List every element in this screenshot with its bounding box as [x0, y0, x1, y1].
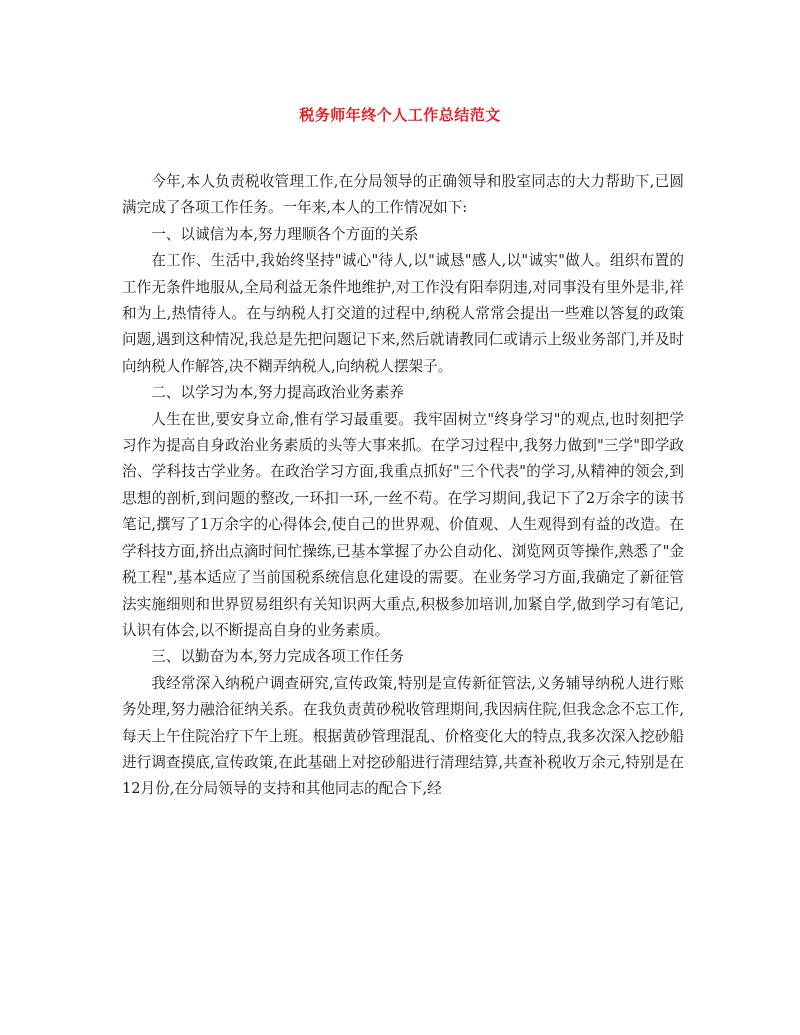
- section-heading-3: 三、以勤奋为本,努力完成各项工作任务: [151, 648, 404, 666]
- section-paragraph-2: 人生在世,要安身立命,惟有学习最重要。我牢固树立"终身学习"的观点,也时刻把学习作为提高自身政治业务素质的头等大事来抓。在学习过程中,我努力做到"三学"即学政治、学科技古学业务。在政治学习方面,我重点抓好"三个代表"的学习,从精神的领会,到思想的剖析,到问题的整改,一环扣一环,一丝不苟。在学习期间,我记下了2万余字的读书笔记,撰写了1万余字的心得体会,使自己的世界观、价值观、人生观得到有益的改造。在学科技方面,挤出点滴时间忙操练,已基本掌握了办公自动化、浏览网页等操作,熟悉了"金税工程",基本适应了当前国税系统信息化建设的需要。在业务学习方面,我确定了新征管法实施细则和世界贸易组织有关知识两大重点,积极参加培训,加紧自学,做到学习有笔记,认识有体会,以不断提高自身的业务素质。: [122, 410, 684, 639]
- section-paragraph-1: 在工作、生活中,我始终坚持"诚心"待人,以"诚恳"感人,以"诚实"做人。组织布置的工作无条件地服从,全局利益无条件地维护,对工作没有阳奉阴违,对同事没有里外是非,祥和为上,热情待人。在与纳税人打交道的过程中,纳税人常常会提出一些难以答复的政策问题,遇到这种情况,我总是先把问题记下来,然后就请教同仁或请示上级业务部门,并及时向纳税人作解答,决不糊弄纳税人,向纳税人摆架子。: [122, 252, 684, 375]
- section-heading-1: 一、以诚信为本,努力理顺各个方面的关系: [151, 225, 419, 243]
- section-paragraph-3: 我经常深入纳税户调查研究,宣传政策,特别是宣传新征管法,义务辅导纳税人进行账务处理,努力融洽征纳关系。在我负责黄砂税收管理期间,我因病住院,但我念念不忘工作,每天上午住院治疗下午上班。根据黄砂管理混乱、价格变化大的特点,我多次深入挖砂船进行调查摸底,宣传政策,在此基础上对挖砂船进行清理结算,共查补税收万余元,特别是在12月份,在分局领导的支持和其他同志的配合下,经: [122, 674, 684, 798]
- document-title: 税务师年终个人工作总结范文: [299, 106, 501, 124]
- section-heading-2: 二、以学习为本,努力提高政治业务素养: [151, 384, 404, 402]
- document-body: [122, 169, 684, 803]
- intro-paragraph: 今年,本人负责税收管理工作,在分局领导的正确领导和股室同志的大力帮助下,已圆满完成了各项工作任务。一年来,本人的工作情况如下:: [122, 173, 684, 217]
